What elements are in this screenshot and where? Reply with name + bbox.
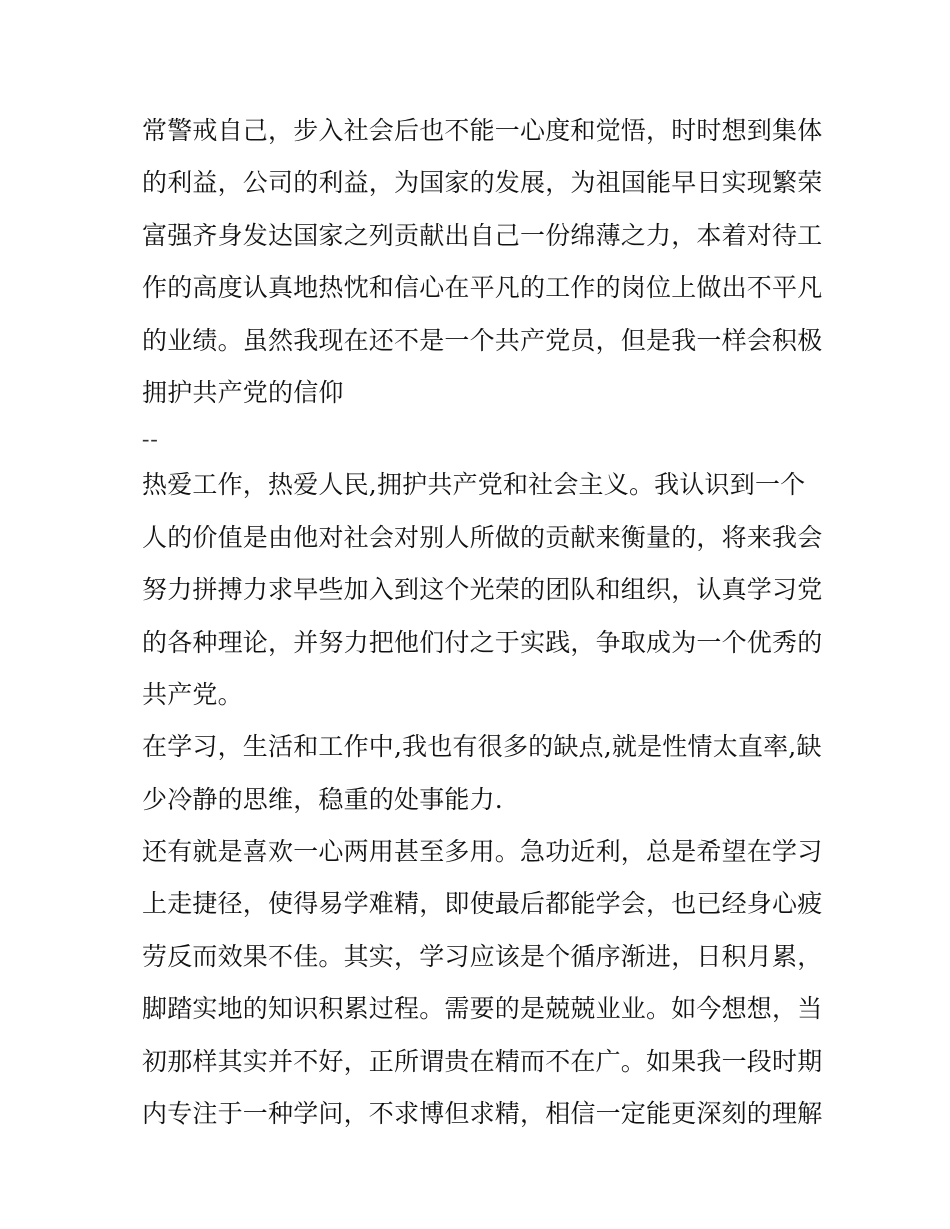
text-line: 内专注于一种学问，不求博但求精，相信一定能更深刻的理解 [142,1099,823,1129]
text-line: 的利益，公司的利益，为国家的发展，为祖国能早日实现繁荣 [142,168,823,198]
text-line: 初那样其实并不好，正所谓贵在精而不在广。如果我一段时期 [142,1046,823,1076]
text-line: 富强齐身发达国家之列贡献出自己一份绵薄之力，本着对待工 [142,220,823,250]
text-line: 常警戒自己，步入社会后也不能一心度和觉悟，时时想到集体 [142,116,823,145]
text-line: 热爱工作，热爱人民,拥护共产党和社会主义。我认识到一个 [142,470,806,500]
text-line: 共产党。 [142,679,243,709]
paragraph-4 [142,826,822,1140]
text-line: 劳反而效果不佳。其实，学习应该是个循序渐进，日积月累， [142,941,823,971]
paragraph-3 [142,721,822,826]
text-line: 拥护共产党的信仰 [142,377,344,407]
text-line: 脚踏实地的知识积累过程。需要的是兢兢业业。如今想想，当 [142,994,823,1024]
text-line: 上走捷径，使得易学难精，即使最后都能学会，也已经身心疲 [142,889,823,919]
text-line: 少冷静的思维，稳重的处事能力. [142,784,503,814]
paragraph-1 [142,105,822,419]
text-line: 的各种理论，并努力把他们付之于实践，争取成为一个优秀的 [142,627,823,657]
text-line: 人的价值是由他对社会对别人所做的贡献来衡量的，将来我会 [142,522,823,552]
text-line: 在学习，生活和工作中,我也有很多的缺点,就是性情太直率,缺 [142,732,822,762]
document-body [142,105,822,1140]
text-line: 努力拼搏力求早些加入到这个光荣的团队和组织，认真学习党 [142,575,823,605]
text-line: 的业绩。虽然我现在还不是一个共产党员，但是我一样会积极 [142,325,823,355]
text-line: 作的高度认真地热忱和信心在平凡的工作的岗位上做出不平凡 [142,273,823,303]
page-separator: -- [142,426,159,452]
text-line: 还有就是喜欢一心两用甚至多用。急功近利，总是希望在学习 [142,837,823,867]
paragraph-2 [142,459,822,721]
